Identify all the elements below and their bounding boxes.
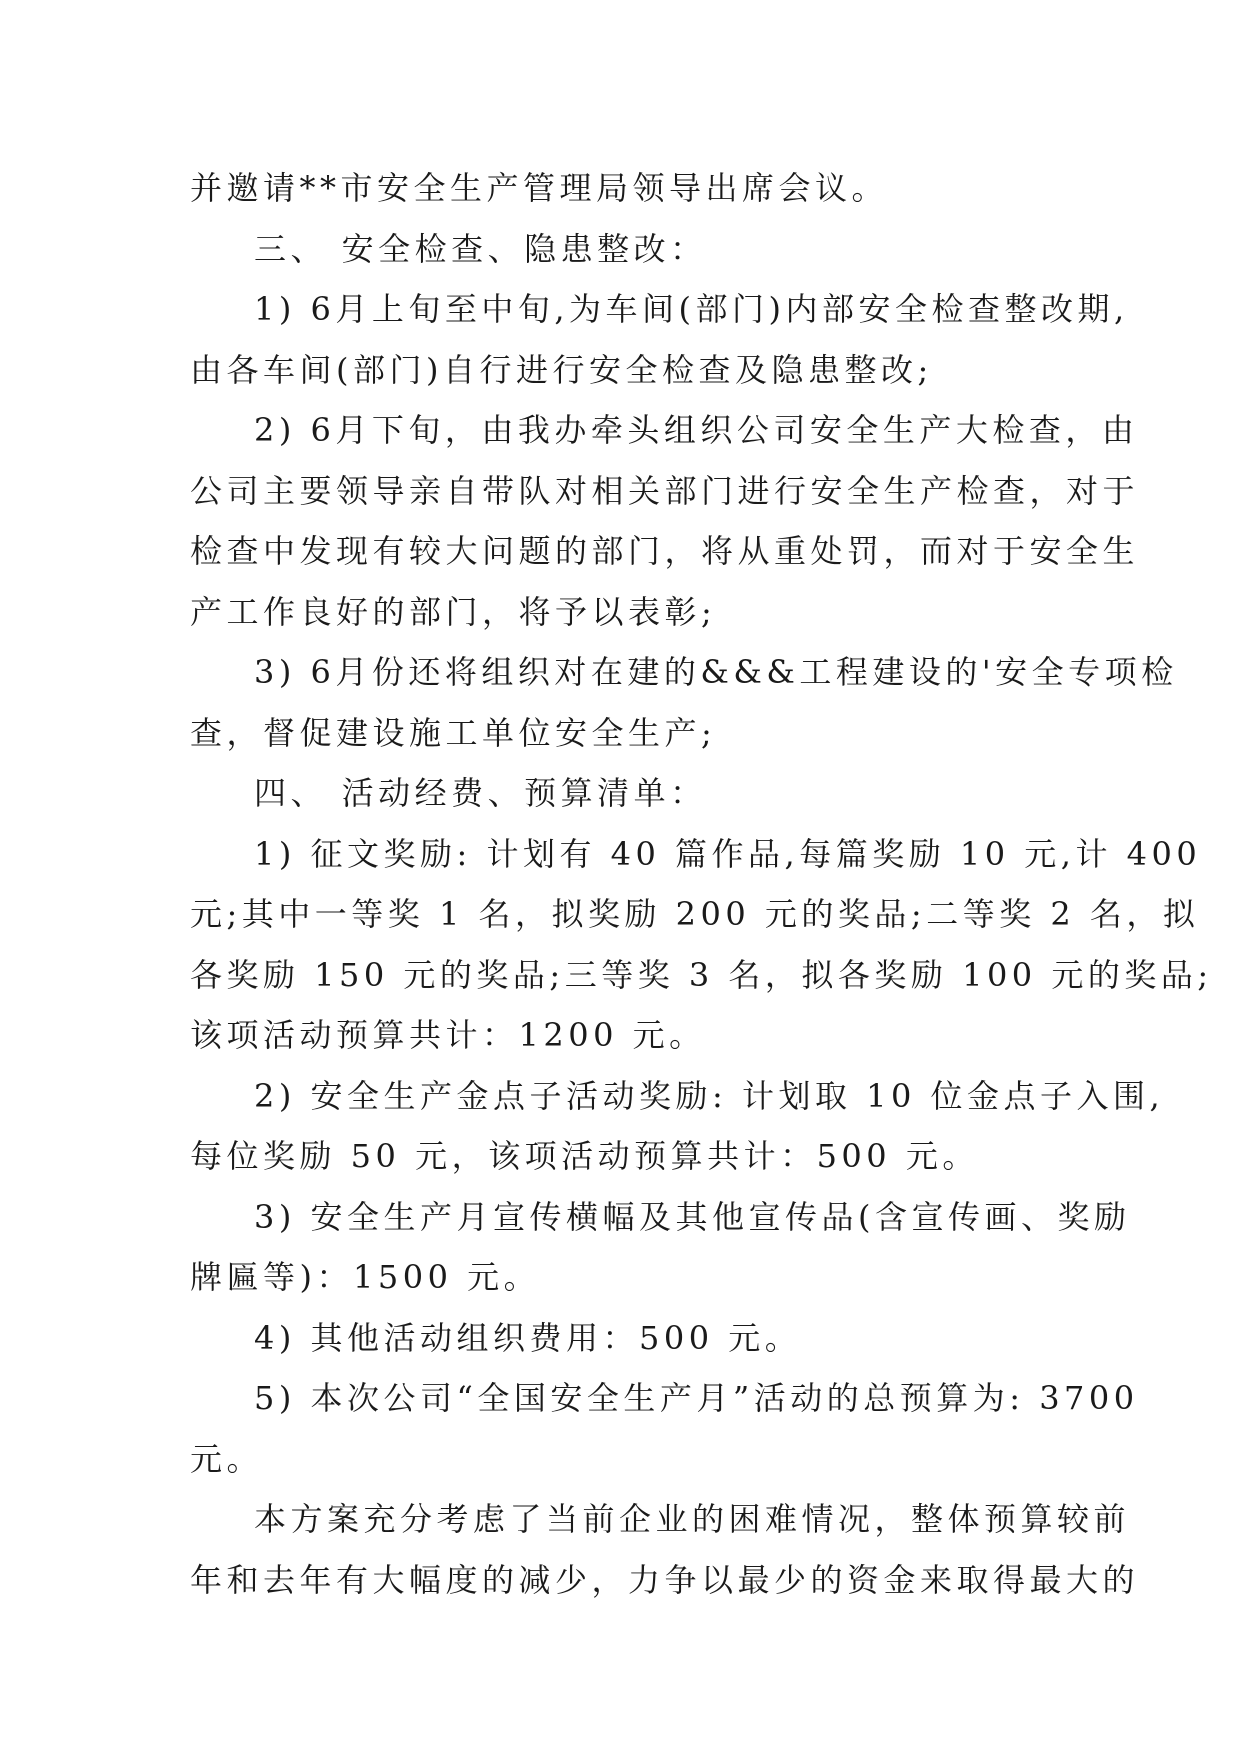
text-line: 2) 6月下旬，由我办牵头组织公司安全生产大检查，由 <box>254 411 1139 449</box>
text-line: 三、 安全检查、隐患整改： <box>254 229 707 268</box>
text-line: 5) 本次公司“全国安全生产月”活动的总预算为: 3700 <box>254 1379 1139 1417</box>
text-line: 牌匾等)：1500 元。 <box>190 1258 541 1296</box>
text-line: 公司主要领导亲自带队对相关部门进行安全生产检查，对于 <box>190 471 1140 510</box>
text-line: 元;其中一等奖 1 名，拟奖励 200 元的奖品;二等奖 2 名，拟 <box>190 895 1200 933</box>
text-line: 1) 6月上旬至中旬,为车间(部门)内部安全检查整改期, <box>254 290 1129 328</box>
text-line: 1) 征文奖励: 计划有 40 篇作品,每篇奖励 10 元,计 400 <box>254 834 1202 873</box>
text-line: 查，督促建设施工单位安全生产; <box>190 713 717 752</box>
document-body <box>190 158 1213 1610</box>
text-line: 3) 安全生产月宣传横幅及其他宣传品(含宣传画、奖励 <box>254 1197 1131 1236</box>
text-line: 元。 <box>190 1439 264 1478</box>
text-line: 4) 其他活动组织费用：500 元。 <box>254 1318 802 1357</box>
text-line: 本方案充分考虑了当前企业的困难情况，整体预算较前 <box>254 1500 1131 1538</box>
text-line: 年和去年有大幅度的减少，力争以最少的资金来取得最大的 <box>190 1560 1140 1599</box>
text-line: 每位奖励 50 元，该项活动预算共计：500 元。 <box>190 1137 979 1175</box>
text-line: 产工作良好的部门，将予以表彰; <box>190 592 717 631</box>
text-line: 3) 6月份还将组织对在建的&&&工程建设的'安全专项检 <box>254 653 1178 691</box>
text-line: 2) 安全生产金点子活动奖励: 计划取 10 位金点子入围, <box>254 1076 1165 1115</box>
text-line: 并邀请**市安全生产管理局领导出席会议。 <box>190 169 889 207</box>
text-line: 四、 活动经费、预算清单： <box>254 774 707 812</box>
text-line: 由各车间(部门)自行进行安全检查及隐患整改; <box>190 350 933 389</box>
text-line: 各奖励 150 元的奖品;三等奖 3 名，拟各奖励 100 元的奖品; <box>190 955 1213 994</box>
text-line: 检查中发现有较大问题的部门，将从重处罚，而对于安全生 <box>190 532 1140 570</box>
text-line: 该项活动预算共计：1200 元。 <box>190 1016 706 1054</box>
